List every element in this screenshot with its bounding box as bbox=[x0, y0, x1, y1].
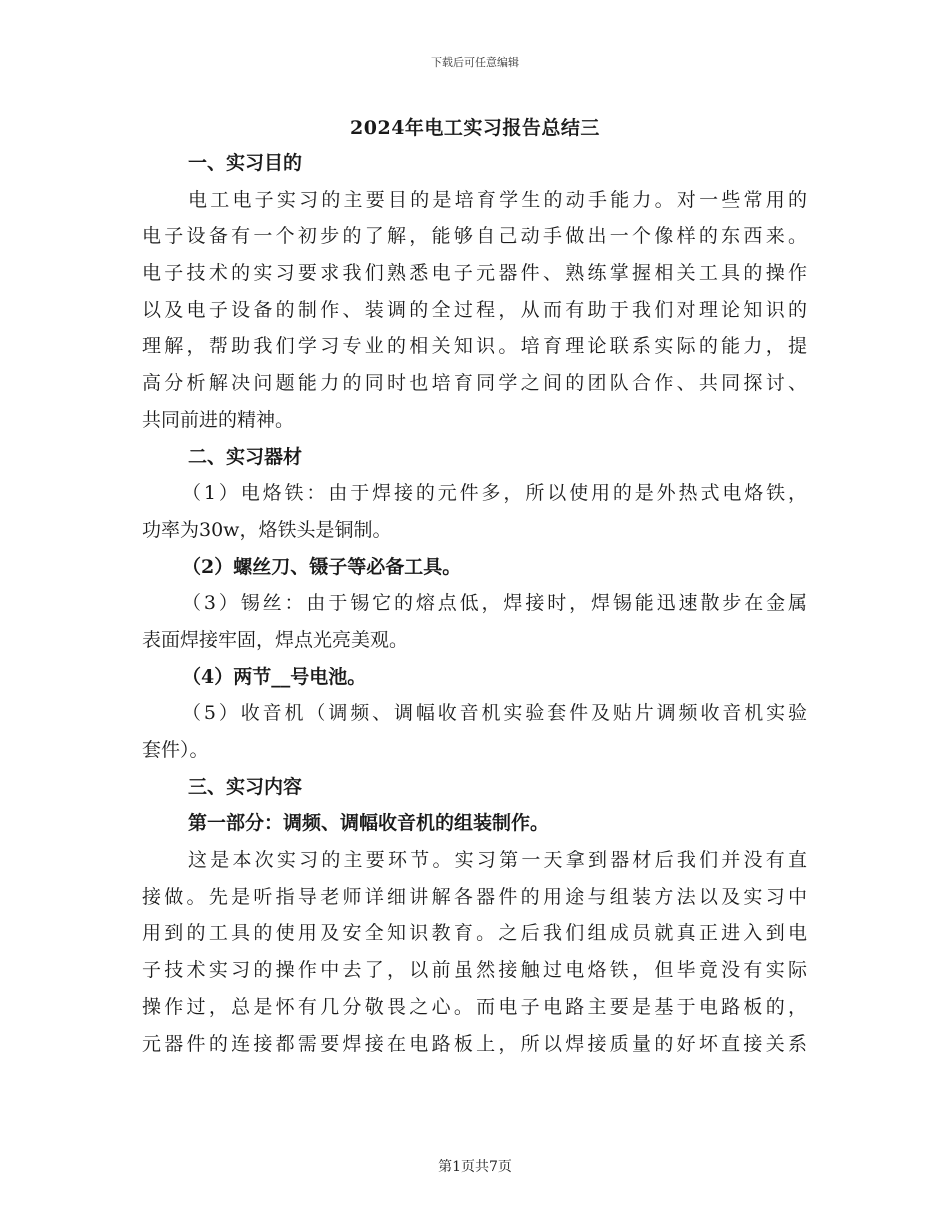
section-heading-purpose: 一、实习目的 bbox=[188, 152, 303, 174]
paragraph-line: 电工电子实习的主要目的是培育学生的动手能力。对一些常用的 bbox=[188, 188, 807, 211]
equipment-item-5: （5）收音机（调频、调幅收音机实验套件及贴片调频收音机实验 bbox=[182, 702, 807, 725]
paragraph-line: 共同前进的精神。 bbox=[142, 408, 295, 431]
paragraph-line: 理解，帮助我们学习专业的相关知识。培育理论联系实际的能力，提 bbox=[142, 335, 807, 358]
equipment-item-1-cont: 功率为30w，烙铁头是铜制。 bbox=[142, 518, 392, 541]
document-title: 2024年电工实习报告总结三 bbox=[350, 117, 600, 139]
section-heading-equipment: 二、实习器材 bbox=[188, 445, 303, 468]
equipment-item-4: （4）两节__号电池。 bbox=[182, 665, 367, 688]
paragraph-line: 元器件的连接都需要焊接在电路板上，所以焊接质量的好坏直接关系 bbox=[142, 1032, 807, 1055]
equipment-item-2: （2）螺丝刀、镊子等必备工具。 bbox=[182, 555, 462, 578]
paragraph-line: 电子设备有一个初步的了解，能够自己动手做出一个像样的东西来。 bbox=[142, 225, 807, 248]
paragraph-line: 这是本次实习的主要环节。实习第一天拿到器材后我们并没有直 bbox=[188, 849, 807, 872]
equipment-item-3-cont: 表面焊接牢固，焊点光亮美观。 bbox=[142, 628, 409, 651]
paragraph-line: 子技术实习的操作中去了，以前虽然接触过电烙铁，但毕竟没有实际 bbox=[142, 959, 807, 982]
part-one-heading: 第一部分：调频、调幅收音机的组装制作。 bbox=[188, 812, 550, 835]
header-note: 下载后可任意编辑 bbox=[431, 56, 519, 69]
equipment-item-5-cont: 套件）。 bbox=[142, 739, 209, 761]
paragraph-line: 电子技术的实习要求我们熟悉电子元器件、熟练掌握相关工具的操作 bbox=[142, 262, 807, 285]
paragraph-line: 用到的工具的使用及安全知识教育。之后我们组成员就真正进入到电 bbox=[142, 922, 807, 945]
equipment-item-3: （3）锡丝：由于锡它的熔点低，焊接时，焊锡能迅速散步在金属 bbox=[182, 592, 807, 615]
paragraph-line: 高分析解决问题能力的同时也培育同学之间的团队合作、共同探讨、 bbox=[142, 372, 807, 395]
page-footer: 第1页共7页 bbox=[438, 1159, 512, 1175]
paragraph-line: 操作过，总是怀有几分敬畏之心。而电子电路主要是基于电路板的， bbox=[142, 995, 807, 1018]
paragraph-line: 接做。先是听指导老师详细讲解各器件的用途与组装方法以及实习中 bbox=[142, 885, 807, 908]
paragraph-line: 以及电子设备的制作、装调的全过程，从而有助于我们对理论知识的 bbox=[142, 298, 807, 321]
equipment-item-1: （1）电烙铁：由于焊接的元件多，所以使用的是外热式电烙铁， bbox=[182, 482, 807, 505]
document-body bbox=[142, 145, 807, 1062]
section-heading-content: 三、实习内容 bbox=[188, 775, 303, 798]
